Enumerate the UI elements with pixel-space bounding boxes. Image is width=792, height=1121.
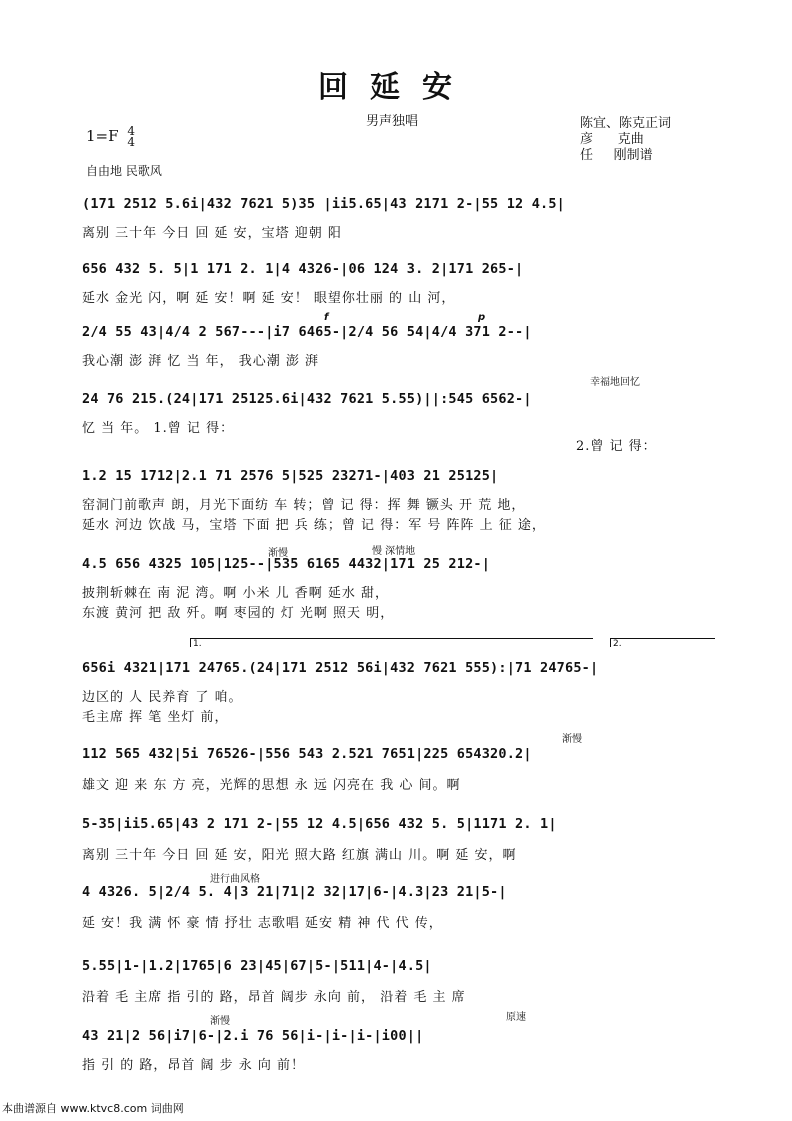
notation: 4.5 656 4325 105|125--|535 6165 4432|171 25 212-|: [82, 556, 491, 572]
tempo-change: 渐慢: [562, 734, 582, 745]
lyric: 离别 三十年 今日 回 延 安，阳光 照大路 红旗 满山 川。啊 延 安，啊: [82, 848, 517, 863]
lyric: 我心潮 澎 湃 忆 当 年， 我心潮 澎 湃: [82, 354, 320, 369]
score-line-5: [82, 462, 712, 542]
style-change: 进行曲风格: [210, 874, 260, 885]
score-line-6: [82, 548, 712, 628]
lyric: 边区的 人 民养育 了 咱。: [82, 690, 243, 705]
notation: (171 2512 5.6i|432 7621 5)35 |iі5.65|43 2171 2-|55 12 4.5|: [82, 196, 566, 212]
subtitle: 男声独唱: [366, 114, 419, 129]
lyric: 披荆斩棘在 南 泥 湾。啊 小米 儿 香啊 延水 甜，: [82, 586, 390, 601]
score-line-3: [82, 312, 712, 378]
lyric-verse-2: 东渡 黄河 把 敌 歼。啊 枣园的 灯 光啊 照天 明，: [82, 606, 395, 621]
score-line-10: [82, 876, 712, 936]
notation: 112 565 432|5i 76526-|556 543 2.521 7651|225 654320.2|: [82, 746, 532, 762]
notation: 1.2 15 1712|2.1 71 2576 5|525 23271-|403 21 25125|: [82, 468, 499, 484]
tempo-marking: 自由地 民歌风: [86, 164, 162, 178]
credits: [580, 116, 671, 164]
lyric: 雄文 迎 来 东 方 亮，光辉的思想 永 远 闪亮在 我 心 间。啊: [82, 778, 461, 793]
song-title: 回延安: [318, 70, 474, 105]
time-bottom: 4: [127, 135, 135, 149]
tempo-change: 慢 深情地: [372, 546, 416, 557]
lyric: 窑洞门前歌声 朗，月光下面纺 车 转；曾 记 得：挥 舞 镢头 开 荒 地，: [82, 498, 526, 513]
tempo-change: 原速: [506, 1012, 526, 1023]
key-label: 1=F: [86, 127, 119, 145]
tempo-change: 渐慢: [210, 1016, 230, 1027]
piano-mark: p: [478, 312, 486, 323]
time-signature: [127, 126, 135, 148]
score-line-11: [82, 950, 712, 1010]
lyric-verse-2: 毛主席 挥 笔 坐灯 前，: [82, 710, 229, 725]
lyric: 指 引 的 路，昂首 阔 步 永 向 前！: [82, 1058, 306, 1073]
volta-2: 2.: [610, 638, 715, 647]
lyric-verse-2: 2.曾 记 得：: [576, 439, 657, 454]
score-line-1: [82, 190, 712, 250]
forte-mark: f: [324, 312, 329, 323]
notation: 656i 4321|171 24765.(24|171 2512 56i|432 7621 555):|71 24765-|: [82, 660, 599, 676]
score-line-9: [82, 808, 712, 868]
notation: 4 4326. 5|2/4 5. 4|3 21|71|2 32|17|6-|4.3|23 21|5-|: [82, 884, 507, 900]
lyric: 忆 当 年。 1.曾 记 得：: [82, 421, 235, 436]
volta-1: 1.: [190, 638, 593, 647]
credit-arranger: 任 刚制谱: [580, 148, 653, 163]
notation: 2/4 55 43|4/4 2 567---|i7 6465-|2/4 56 54|4/4 371 2--|: [82, 324, 532, 340]
expression-mark: 幸福地回忆: [590, 377, 640, 388]
score-line-7: [82, 638, 712, 725]
lyric: 延水 金光 闪，啊 延 安！啊 延 安！ 眼望你壮丽 的 山 河，: [82, 291, 456, 306]
notation: 5-35|iі5.65|43 2 171 2-|55 12 4.5|656 432 5. 5|1171 2. 1|: [82, 816, 557, 832]
credit-lyricist: 陈宜、陈克正词: [580, 116, 672, 131]
score-line-8: [82, 734, 712, 798]
key-signature: [86, 126, 135, 148]
credit-composer: 彦 克曲: [580, 132, 644, 147]
lyric: 离别 三十年 今日 回 延 安，宝塔 迎朝 阳: [82, 226, 342, 241]
notation: 656 432 5. 5|1 171 2. 1|4 4326-|06 124 3. 2|171 265-|: [82, 261, 524, 277]
score-line-4: [82, 377, 712, 455]
time-top: 4: [127, 124, 135, 138]
lyric: 延 安！我 满 怀 豪 情 抒壮 志歌唱 延安 精 神 代 代 传，: [82, 916, 443, 931]
score-line-2: [82, 255, 712, 315]
notation: 24 76 215.(24|171 25125.6i|432 7621 5.55)||:545 6562-|: [82, 391, 532, 407]
footer-source: 本曲谱源自 www.ktvc8.com 词曲网: [2, 1102, 184, 1115]
notation: 5.55|1-|1.2|1765|6 23|45|67|5-|511|4-|4.5|: [82, 958, 432, 974]
tempo-change: 渐慢: [268, 548, 288, 559]
score-line-12: [82, 1012, 712, 1078]
notation: 43 21|2 56|i7|6-|2.i 76 56|i-|i-|i-|i00||: [82, 1028, 424, 1044]
lyric: 沿着 毛 主席 指 引的 路，昂首 阔步 永向 前， 沿着 毛 主 席: [82, 990, 466, 1005]
lyric-verse-2: 延水 河边 饮战 马，宝塔 下面 把 兵 练；曾 记 得：军 号 阵阵 上 征 途，: [82, 518, 546, 533]
